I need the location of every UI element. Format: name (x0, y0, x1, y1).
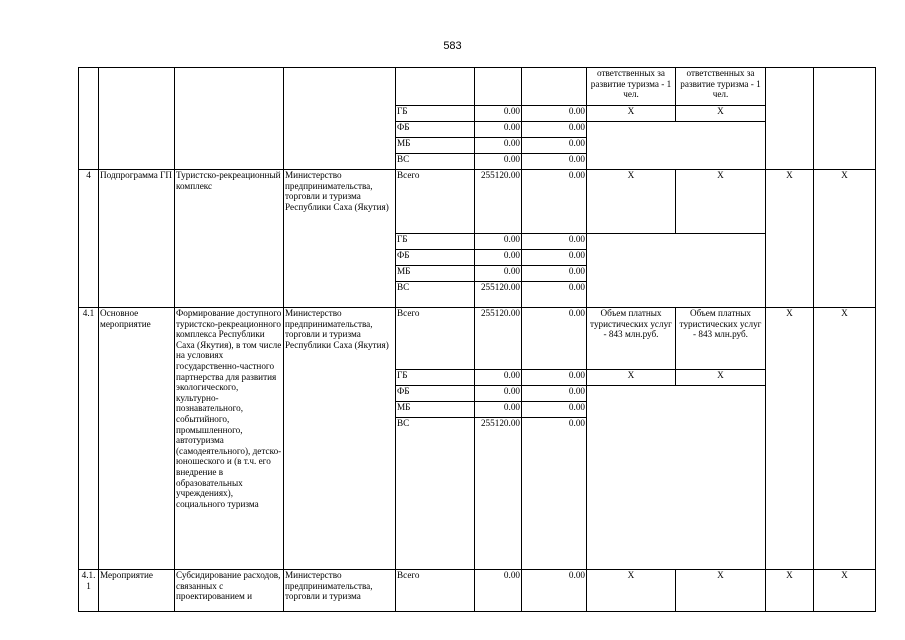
table-row: ФБ 0.00 0.00 (79, 250, 876, 266)
indicator-cell: Объем платных туристических услуг - 843 млн.руб. (587, 308, 676, 370)
x-mark: X (766, 570, 814, 612)
table-row: МБ 0.00 0.00 (79, 266, 876, 282)
source-cell: МБ (396, 266, 475, 282)
row-type: Основное мероприятие (99, 308, 175, 570)
table-row: МБ 0.00 0.00 (79, 402, 876, 418)
source-cell: МБ (396, 138, 475, 154)
source-cell: МБ (396, 402, 475, 418)
source-cell: Всего (396, 570, 475, 612)
source-cell: ВС (396, 282, 475, 308)
indicator-cell: Объем платных туристических услуг - 843 млн.руб. (676, 308, 766, 370)
x-mark: X (676, 170, 766, 234)
row-executor: Министерство предпринимательства, торговли и туризма Республики Саха (Якутия) (284, 308, 396, 570)
source-cell: ГБ (396, 234, 475, 250)
table-row: ВС 0.00 0.00 (79, 154, 876, 170)
table-row: ГБ 0.00 0.00 X X (79, 106, 876, 122)
indicator-cell: ответственных за развитие туризма - 1 чел. (587, 68, 676, 106)
sum-cell: 255120.00 (475, 418, 522, 570)
table-row: ФБ 0.00 0.00 (79, 386, 876, 402)
table-row (79, 68, 876, 106)
table-row: ВС 255120.00 0.00 (79, 418, 876, 570)
row-name: Туристско-рекреационный комплекс (175, 170, 284, 308)
source-cell: ФБ (396, 250, 475, 266)
sum-cell: 255120.00 (475, 308, 522, 370)
x-mark: X (676, 370, 766, 386)
table-row: 4 Подпрограмма ГП Туристско-рекреационный комплекс Министерство предпринимательства, торговли и туризма Республики Саха (Якутия) Всего 255120.00 0.00 X X X X (79, 170, 876, 234)
program-table (78, 67, 876, 612)
source-cell: ВС (396, 154, 475, 170)
row-name: Субсидирование расходов, связанных с проектированием и (175, 570, 284, 612)
source-cell: ГБ (396, 106, 475, 122)
table-row: ВС 255120.00 0.00 (79, 282, 876, 308)
page-number: 583 (443, 40, 462, 52)
source-cell: ФБ (396, 386, 475, 402)
x-mark: X (766, 308, 814, 570)
x-mark: X (676, 106, 766, 122)
row-executor: Министерство предпринимательства, торговли и туризма Республики Саха (Якутия) (284, 170, 396, 308)
table-row: ГБ 0.00 0.00 (79, 234, 876, 250)
x-mark: X (766, 170, 814, 308)
source-cell: Всего (396, 170, 475, 234)
indicator-cell: ответственных за развитие туризма - 1 чел. (676, 68, 766, 106)
source-cell: ВС (396, 418, 475, 570)
source-cell: ГБ (396, 370, 475, 386)
x-mark: X (587, 370, 676, 386)
x-mark: X (587, 570, 676, 612)
row-number: 4.1 (79, 308, 99, 570)
row-type: Подпрограмма ГП (99, 170, 175, 308)
sum-cell: 255120.00 (475, 282, 522, 308)
x-mark: X (814, 308, 876, 570)
table-row: МБ 0.00 0.00 (79, 138, 876, 154)
x-mark: X (814, 570, 876, 612)
source-cell: ФБ (396, 122, 475, 138)
x-mark: X (587, 170, 676, 234)
x-mark: X (814, 170, 876, 308)
row-number: 4.1.1 (79, 570, 99, 612)
row-number: 4 (79, 170, 99, 308)
row-type: Мероприятие (99, 570, 175, 612)
sum-cell: 255120.00 (475, 170, 522, 234)
row-name: Формирование доступного туристско-рекреационного комплекса Республики Саха (Якутия), в том числе на условиях государственно-частного партнерства для развития экологического, культурно-познавательного, событийного, промышленного, автотуризма (самодеятельного), детско-юношеского и (в т.ч. его внедрение в образовательных учреждениях), социального туризма (175, 308, 284, 570)
row-executor: Министерство предпринимательства, торговли и туризма (284, 570, 396, 612)
table-row: 4.1.1 Мероприятие Субсидирование расходов, связанных с проектированием и Министерство предпринимательства, торговли и туризма Всего 0.00 0.00 X X X X (79, 570, 876, 612)
source-cell: Всего (396, 308, 475, 370)
x-mark: X (676, 570, 766, 612)
table-row: 4.1 Основное мероприятие Формирование доступного туристско-рекреационного комплекса Республики Саха (Якутия), в том числе на условиях государственно-частного партнерства для развития экологического, культурно-познавательного, событийного, промышленного, автотуризма (самодеятельного), детско-юношеского и (в т.ч. его внедрение в образовательных учреждениях), социального туризма Министерство предпринимательства, торговли и туризма Республики Саха (Якутия) Всего 255120.00 0.00 Объем платных туристических услуг - 843 млн.руб. Объем платных туристических услуг - 843 млн.руб. X X (79, 308, 876, 370)
table-row: ГБ 0.00 0.00 X X (79, 370, 876, 386)
x-mark: X (587, 106, 676, 122)
table-row: ФБ 0.00 0.00 (79, 122, 876, 138)
